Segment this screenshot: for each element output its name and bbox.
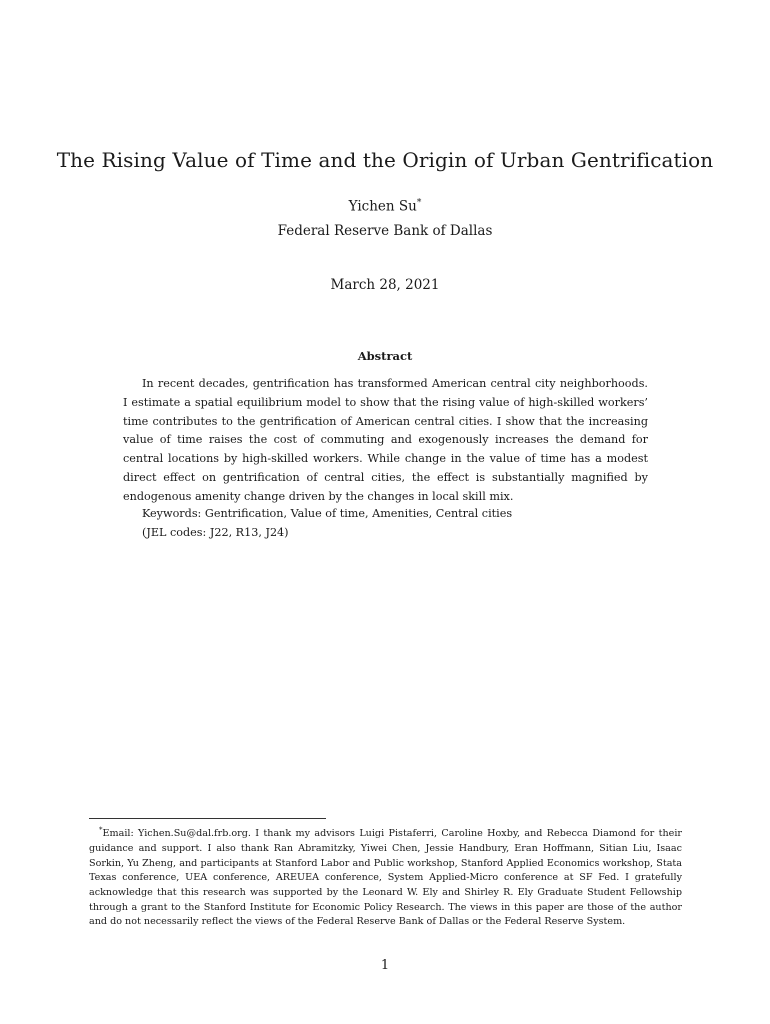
page-number: 1 <box>380 958 390 973</box>
footnote-divider <box>89 818 326 819</box>
jel-codes-line: (JEL codes: J22, R13, J24) <box>142 526 289 539</box>
abstract-heading: Abstract <box>357 349 413 363</box>
footnote-text: Email: Yichen.Su@dal.frb.org. I thank my advisors Luigi Pistaferri, Caroline Hoxby, and Rebecca Diamond for their guidance and support. I also thank Ran Abramitzky, Yiwei Chen, Jessie Handbury, Eran Hoffmann, Sitian Liu, Isaac Sorkin, Yu Zheng, and participants at Stanford Labor and Public workshop, Stanford Applied Economics workshop, Stata Texas conference, UEA conference, AREUEA conference, System Applied-Micro conference at SF Fed. I gratefully acknowledge that this research was supported by the Leonard W. Ely and Shirley R. Ely Graduate Student Fellowship through a grant to the Stanford Institute for Economic Policy Research. The views in this paper are those of the author and do not necessarily reflect the views of the Federal Reserve Bank of Dallas or the Federal Reserve System. <box>89 828 682 928</box>
paper-date: March 28, 2021 <box>330 277 440 293</box>
abstract-text: In recent decades, gentrification has transformed American central city neighborhoods. I estimate a spatial equilibrium model to show that the rising value of high-skilled workers’ time contributes to the gentrification of American central cities. I show that the increasing value of time raises the cost of commuting and exogenously increases the demand for central locations by high-skilled workers. While change in the value of time has a modest direct effect on gentrification of central cities, the effect is substantially magnified by endogenous amenity change driven by the changes in local skill mix. <box>123 377 648 503</box>
author-line <box>0 198 770 215</box>
footnote <box>89 823 682 930</box>
author-footnote-mark: * <box>416 198 422 208</box>
paper-title: The Rising Value of Time and the Origin of Urban Gentrification <box>56 148 714 172</box>
author-name: Yichen Su <box>348 198 417 215</box>
keywords-line: Keywords: Gentrification, Value of time, Amenities, Central cities <box>142 507 513 520</box>
footnote-mark: * <box>99 826 103 834</box>
author-affiliation: Federal Reserve Bank of Dallas <box>277 223 493 239</box>
